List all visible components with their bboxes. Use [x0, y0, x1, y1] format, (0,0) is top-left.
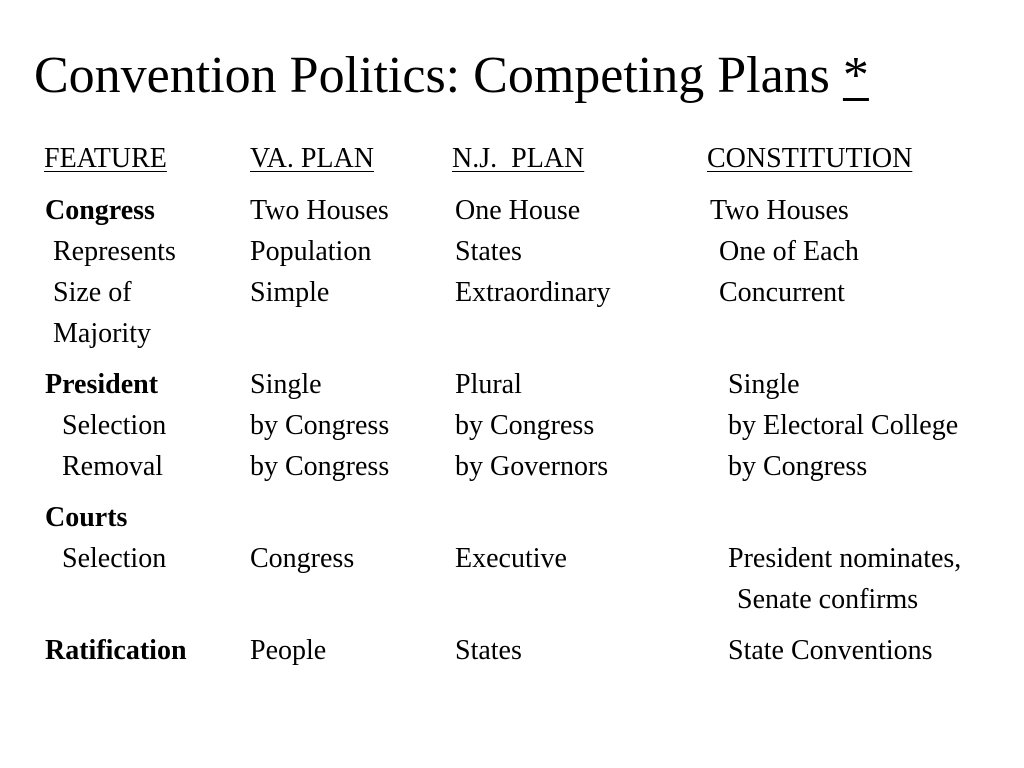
congress-va: Two Houses — [250, 195, 389, 226]
slide-title-text: Convention Politics: Competing Plans — [34, 47, 830, 104]
ratification-constitution: State Conventions — [728, 635, 933, 666]
title-asterisk-link[interactable]: * — [842, 47, 869, 104]
ratification-va: People — [250, 635, 327, 666]
president-nj: Plural — [455, 369, 522, 400]
size-of-majority-va: Simple — [250, 277, 330, 308]
feature-size-of-majority-line1: Size of — [53, 277, 132, 308]
president-selection-va: by Congress — [250, 410, 390, 441]
president-selection-constitution: by Electoral College — [728, 410, 959, 441]
feature-president-removal: Removal — [62, 451, 164, 482]
president-removal-va: by Congress — [250, 451, 390, 482]
courts-selection-nj: Executive — [455, 543, 567, 574]
feature-courts: Courts — [45, 502, 128, 533]
header-nj-plan: N.J. PLAN — [452, 143, 585, 174]
header-va-plan: VA. PLAN — [250, 143, 374, 174]
size-of-majority-nj: Extraordinary — [455, 277, 611, 308]
header-constitution: CONSTITUTION — [707, 143, 913, 174]
size-of-majority-constitution: Concurrent — [719, 277, 845, 308]
congress-constitution: Two Houses — [710, 195, 849, 226]
president-removal-constitution: by Congress — [728, 451, 868, 482]
president-selection-nj: by Congress — [455, 410, 595, 441]
feature-represents: Represents — [53, 236, 176, 267]
courts-selection-va: Congress — [250, 543, 355, 574]
feature-ratification: Ratification — [45, 635, 187, 666]
feature-courts-selection: Selection — [62, 543, 167, 574]
president-removal-nj: by Governors — [455, 451, 609, 482]
header-feature: FEATURE — [44, 143, 167, 174]
congress-nj: One House — [455, 195, 581, 226]
courts-selection-constitution-line1: President nominates, — [728, 543, 962, 574]
president-constitution: Single — [728, 369, 800, 400]
ratification-nj: States — [455, 635, 522, 666]
feature-president: President — [45, 369, 159, 400]
feature-congress: Congress — [45, 195, 155, 226]
represents-va: Population — [250, 236, 372, 267]
feature-size-of-majority-line2: Majority — [53, 318, 151, 349]
feature-president-selection: Selection — [62, 410, 167, 441]
president-va: Single — [250, 369, 322, 400]
represents-constitution: One of Each — [719, 236, 859, 267]
represents-nj: States — [455, 236, 522, 267]
slide-title — [34, 47, 869, 104]
courts-selection-constitution-line2: Senate confirms — [737, 584, 919, 615]
